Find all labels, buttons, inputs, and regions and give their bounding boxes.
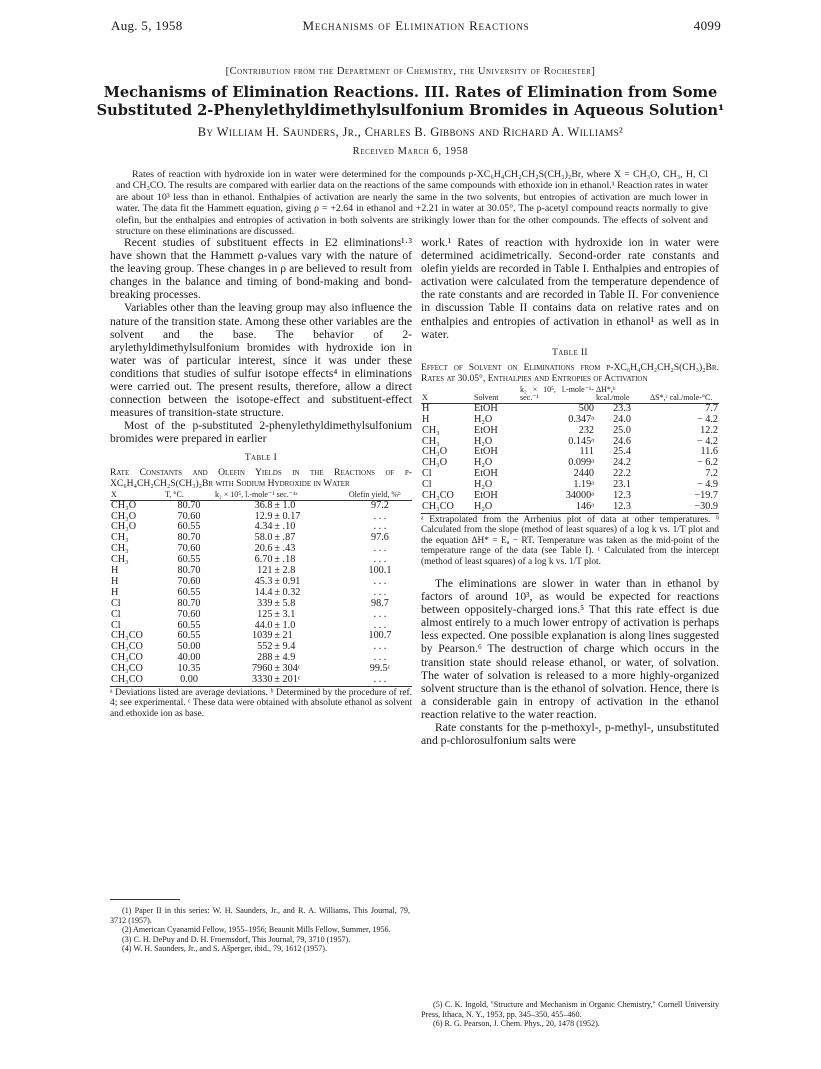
table-1-title: Rate Constants and Olefin Yields in the Reactions of p-XC₆H₄CH₂CH₂S(CH₃)₂Br with Sodium Hydroxide in Water	[110, 466, 412, 489]
table-cell: H	[422, 402, 430, 414]
table-cell: 97.6	[371, 532, 389, 544]
table-cell: . . .	[373, 543, 387, 555]
table-cell: ± .10	[274, 521, 296, 533]
table-cell: ± 21	[274, 630, 293, 642]
table-cell: 1.19ᵃ	[573, 479, 594, 491]
left-column	[110, 236, 412, 719]
table-header: k₂ × 10⁵, l.-mole⁻¹-sec.⁻¹	[520, 384, 594, 402]
table-2	[421, 386, 719, 514]
table-cell: H	[111, 586, 119, 598]
table-cell: CH₃CO	[111, 674, 143, 686]
table-cell: H₂O	[474, 435, 493, 447]
table-cell: . . .	[373, 652, 387, 664]
footnote: (1) Paper II in this series: W. H. Saunders, Jr., and R. A. Williams, This Journal, 79, 3712 (1957).	[110, 906, 410, 925]
table-cell: CH₃O	[111, 510, 137, 522]
table-cell: CH₃CO	[111, 663, 143, 675]
table-cell: −30.9	[694, 501, 718, 512]
table-cell: 80.70	[177, 499, 201, 511]
table-cell: CH₃CO	[111, 652, 143, 664]
table-cell: CH₃O	[111, 521, 137, 533]
table-cell: 125	[257, 608, 273, 620]
table-cell: ± 9.4	[274, 641, 296, 653]
table-cell: 2440	[573, 468, 594, 480]
table-cell: . . .	[373, 641, 387, 653]
table-1	[110, 491, 412, 687]
table-cell: CH₃CO	[111, 641, 143, 653]
abstract: Rates of reaction with hydroxide ion in water were determined for the compounds p-XC₆H₄CH₂CH₂S(CH₃)₂Br, where X = CH₃O, CH₃, H, Cl and CH₃CO. The results are compared with earlier data on the reactions of the same compounds with ethoxide ion in ethanol.¹ Reaction rates in water are about 10³ less than in ethanol. Enthalpies of activation are nearly the same in the two solvents, but entropies of activation are much lower in water. The data fit the Hammett equation, giving ρ = +2.64 in ethanol and +2.21 in water at 30.05°. The p-acetyl compound reacts normally to give olefin, but the enthalpies and entropies of activation in both solvents are strikingly lower than for the other compounds. The effects of solvent and structure on these eliminations are discussed.	[116, 169, 708, 238]
footnote: (2) American Cyanamid Fellow, 1955–1956; Beaunit Mills Fellow, Summer, 1956.	[122, 925, 391, 935]
table-cell: Cl	[111, 619, 121, 631]
table-cell: 60.55	[177, 521, 201, 533]
table-cell: 24.0	[613, 413, 631, 425]
table-cell: 50.00	[177, 641, 201, 653]
footnote: (5) C. K. Ingold, "Structure and Mechanism in Organic Chemistry," Cornell University Press, Ithaca, N. Y., 1953, pp. 345–350, 455–460.	[421, 1000, 719, 1019]
running-head-date: Aug. 5, 1958	[111, 18, 183, 33]
table-row	[110, 500, 412, 511]
table-cell: 36.8	[254, 499, 273, 511]
table-cell: EtOH	[474, 490, 498, 502]
table-cell: ± .18	[274, 554, 296, 566]
body-paragraph: Most of the p-substituted 2-phenylethyldimethylsulfonium bromides were prepared in earlier	[110, 419, 412, 446]
table-cell: 7.2	[705, 468, 718, 480]
table-cell: . . .	[373, 554, 387, 566]
table-cell: 11.6	[700, 446, 718, 458]
table-header: ΔH*,ᵇ kcal./mole	[596, 384, 630, 402]
table-cell: . . .	[373, 521, 387, 533]
table-cell: H	[111, 565, 119, 577]
table-header: X	[111, 489, 117, 499]
table-cell: ± 1.0	[274, 499, 296, 511]
table-cell: 500	[578, 402, 594, 414]
table-cell: EtOH	[474, 446, 498, 458]
table-cell: H₂O	[474, 457, 493, 469]
table-cell: 232	[578, 424, 594, 436]
table-cell: EtOH	[474, 424, 498, 436]
table-cell: 7960	[252, 663, 273, 675]
right-column	[421, 236, 719, 747]
table-cell: 44.0	[254, 619, 273, 631]
table-row	[421, 469, 719, 480]
table-cell: 98.7	[371, 597, 389, 609]
table-cell: 100.7	[368, 630, 392, 642]
table-cell: 70.60	[177, 510, 201, 522]
table-header: Olefin yield, %ᵇ	[348, 489, 401, 499]
table-cell: . . .	[373, 608, 387, 620]
table-row	[421, 491, 719, 502]
table-cell: 20.6	[254, 543, 273, 555]
received-date: Received March 6, 1958	[352, 146, 469, 157]
table-cell: CH₃CO	[111, 630, 143, 642]
table-cell: 552	[257, 641, 273, 653]
table-cell: 12.3	[613, 490, 631, 502]
table-cell: H₂O	[474, 479, 493, 491]
table-cell: ± 0.32	[274, 586, 301, 598]
table-header: X	[422, 392, 428, 402]
body-paragraph: Recent studies of substituent effects in E2 eliminations¹·³ have shown that the Hammett ρ-values vary with the nature of the leaving group. These changes in ρ are believed to result from changes in the balance and timing of bond-making and bond-breaking processes.	[110, 236, 412, 302]
table-row	[421, 458, 719, 469]
table-cell: 70.60	[177, 543, 201, 555]
table-cell: 146ᵃ	[575, 501, 594, 512]
table-cell: 60.55	[177, 619, 201, 631]
table-cell: H	[111, 575, 119, 587]
table-cell: 10.35	[177, 663, 201, 675]
table-header: T, °C.	[165, 489, 184, 499]
table-cell: 70.60	[177, 575, 201, 587]
footnote-rule	[110, 899, 180, 900]
table-cell: 0.145ᵃ	[568, 435, 594, 447]
table-cell: 60.55	[177, 554, 201, 566]
table-header: k₂ × 10⁵, l.-mole⁻¹ sec.⁻¹ᵃ	[215, 489, 298, 499]
table-cell: 24.2	[613, 457, 631, 469]
table-cell: CH₃	[422, 424, 440, 436]
table-cell: − 6.2	[696, 457, 718, 469]
table-cell: ± 0.17	[274, 510, 301, 522]
table-1-caption: Table I	[244, 452, 278, 463]
body-paragraph: Variables other than the leaving group may also influence the nature of the transition state. Among these other variables are the solvent and the base. The behavior of 2-arylethyldimethylsulfonium bromides with hydroxide ion in water was of particular interest, since it was under these conditions that studies of sulfur isotope effects⁴ in eliminations were carried out. The present results, therefore, allow a direct connection between the isotope-effect and substituent-effect measures of transition-state structure.	[110, 301, 412, 420]
table-cell: 80.70	[177, 565, 201, 577]
table-cell: Cl	[111, 608, 121, 620]
table-cell: − 4.2	[696, 413, 718, 425]
table-2-title: Effect of Solvent on Eliminations from p-XC₆H₄CH₂CH₂S(CH₃)₂Br. Rates at 30.05°, Enthalpies and Entropies of Activation	[421, 361, 719, 384]
table-cell: Cl	[111, 597, 121, 609]
table-cell: H₂O	[474, 501, 493, 512]
table-row	[421, 415, 719, 426]
table-cell: −19.7	[694, 490, 718, 502]
table-cell: 23.1	[613, 479, 631, 491]
article-title: Mechanisms of Elimination Reactions. III. Rates of Elimination from Some Substituted 2-Phenylethyldimethylsulfonium Bromides in Aqueous Solution¹	[96, 84, 725, 119]
page-number: 4099	[693, 18, 721, 33]
table-cell: 0.00	[180, 674, 198, 686]
body-paragraph: The eliminations are slower in water than in ethanol by factors of around 10³, as would be expected for reactions between oppositely-charged ions.⁵ That this rate effect is due almost entirely to a much lower entropy of activation is perhaps less expected. One possible explanation is along lines suggested by Pearson.⁶ The destruction of charge which occurs in the transition state should release ethanol, or water, of solvation. The water of solvation is released to a more highly-organized solvent structure than is the ethanol of solvation. Hence, there is a considerable gain in entropy of activation in the ethanol reaction relative to the water reaction.	[421, 576, 719, 721]
table-cell: 100.1	[368, 565, 392, 577]
author-line: By William H. Saunders, Jr., Charles B. Gibbons and Richard A. Williams²	[197, 125, 624, 139]
table-cell: 25.4	[613, 446, 631, 458]
table-cell: − 4.2	[696, 435, 718, 447]
table-cell: H	[422, 413, 430, 425]
table-2-notes: ᵃ Extrapolated from the Arrhenius plot of data at other temperatures. ᵇ Calculated from the slope (method of least squares) of a log k vs. 1/T plot and the equation ΔH* = Eₐ − RT. Temperature was taken as the mid-point of the temperature range of the data (see Table I). ᶜ Calculated from the intercept (method of least squares) of a log k vs. 1/T plot.	[421, 514, 719, 567]
table-cell: ± 5.8	[274, 597, 296, 609]
table-cell: 58.0	[254, 532, 273, 544]
table-cell: 12.3	[613, 501, 631, 512]
table-1-notes: ᵃ Deviations listed are average deviations. ᵇ Determined by the procedure of ref. 4; see experimental. ᶜ These data were obtained with absolute ethanol as solvent and ethoxide ion as base.	[110, 688, 412, 719]
footnote: (4) W. H. Saunders, Jr., and S. Ašperger, ibid., 79, 1612 (1957).	[122, 944, 328, 954]
table-cell: . . .	[373, 586, 387, 598]
table-cell: 7.7	[705, 402, 718, 414]
table-cell: 34000ᵃ	[565, 490, 594, 502]
table-cell: CH₃	[111, 554, 129, 566]
table-cell: 6.70	[254, 554, 273, 566]
table-cell: 121	[257, 565, 273, 577]
table-cell: ± 201ᶜ	[274, 674, 301, 686]
table-cell: 111	[579, 446, 594, 458]
table-cell: CH₃	[422, 435, 440, 447]
body-paragraph: work.¹ Rates of reaction with hydroxide ion in water were determined acidimetrically. Second-order rate constants and olefin yields are recorded in Table I. Enthalpies and entropies of activation were calculated from the temperature dependence of the rate constants and are recorded in Table II. For convenience in discussion Table II contains data on relative rates and on enthalpies and entropies of activation in ethanol¹ as well as in water.	[421, 236, 719, 341]
table-cell: . . .	[373, 674, 387, 686]
table-cell: CH₃	[111, 543, 129, 555]
table-cell: 80.70	[177, 532, 201, 544]
table-cell: 1039	[252, 630, 273, 642]
table-cell: ± .87	[274, 532, 296, 544]
table-cell: 3330	[252, 674, 273, 686]
table-header-row	[421, 386, 719, 404]
table-cell: EtOH	[474, 468, 498, 480]
table-cell: CH₃O	[111, 499, 137, 511]
table-cell: 0.347ᵃ	[568, 413, 594, 425]
table-cell: 0.099ᵃ	[568, 457, 594, 469]
table-cell: ± .43	[274, 543, 296, 555]
table-cell: 288	[257, 652, 273, 664]
table-cell: − 4.9	[696, 479, 718, 491]
table-cell: 60.55	[177, 630, 201, 642]
body-paragraph: Rate constants for the p-methoxyl-, p-methyl-, unsubstituted and p-chlorosulfonium salts were	[421, 720, 719, 748]
table-cell: ± 2.8	[274, 565, 296, 577]
table-cell: CH₃CO	[422, 501, 454, 512]
table-cell: 12.2	[700, 424, 718, 436]
table-cell: . . .	[373, 575, 387, 587]
table-cell: 80.70	[177, 597, 201, 609]
table-2-caption: Table II	[552, 347, 588, 358]
footnote: (3) C. H. DePuy and D. H. Froemsdorf, This Journal, 79, 3710 (1957).	[122, 934, 351, 944]
table-cell: Cl	[422, 468, 432, 480]
table-cell: ± 4.9	[274, 652, 296, 664]
table-cell: H₂O	[474, 413, 493, 425]
table-cell: 23.3	[613, 402, 631, 414]
table-cell: 339	[257, 597, 273, 609]
table-cell: Cl	[422, 479, 432, 491]
table-cell: . . .	[373, 619, 387, 631]
table-cell: CH₃O	[422, 446, 448, 458]
footnote: (6) R. G. Pearson, J. Chem. Phys., 20, 1478 (1952).	[433, 1019, 600, 1029]
table-cell: 25.0	[613, 424, 631, 436]
table-cell: 24.6	[613, 435, 631, 447]
table-cell: ± 3.1	[274, 608, 296, 620]
table-row	[110, 675, 412, 686]
table-row	[421, 437, 719, 448]
table-cell: 70.60	[177, 608, 201, 620]
table-cell: ± 304ᶜ	[274, 663, 301, 675]
table-cell: EtOH	[474, 402, 498, 414]
table-row	[110, 610, 412, 621]
table-cell: CH₃	[111, 532, 129, 544]
table-cell: . . .	[373, 510, 387, 522]
table-row	[421, 426, 719, 437]
table-cell: ± 1.0	[274, 619, 296, 631]
footnotes-right	[421, 1000, 719, 1029]
footnotes-left	[110, 906, 410, 954]
table-cell: 14.4	[254, 586, 273, 598]
table-row	[421, 502, 719, 513]
running-head	[111, 18, 721, 38]
running-head-title: Mechanisms of Elimination Reactions	[302, 18, 530, 33]
table-cell: 4.34	[254, 521, 273, 533]
table-cell: ± 0.91	[274, 575, 301, 587]
contribution-line: [Contribution from the Department of Chemistry, the University of Rochester]	[225, 66, 596, 77]
table-header: Solvent	[474, 392, 499, 402]
table-header-row	[110, 491, 412, 501]
table-cell: 40.00	[177, 652, 201, 664]
table-cell: 60.55	[177, 586, 201, 598]
table-cell: 22.2	[613, 468, 631, 480]
table-cell: 12.9	[254, 510, 273, 522]
table-cell: CH₃O	[422, 457, 448, 469]
table-cell: 97.2	[371, 499, 389, 511]
table-cell: 99.5ᶜ	[369, 663, 391, 675]
table-header: ΔS*,ᶜ cal./mole-°C.	[650, 392, 713, 402]
table-cell: 45.3	[254, 575, 273, 587]
table-cell: CH₃CO	[422, 490, 454, 502]
